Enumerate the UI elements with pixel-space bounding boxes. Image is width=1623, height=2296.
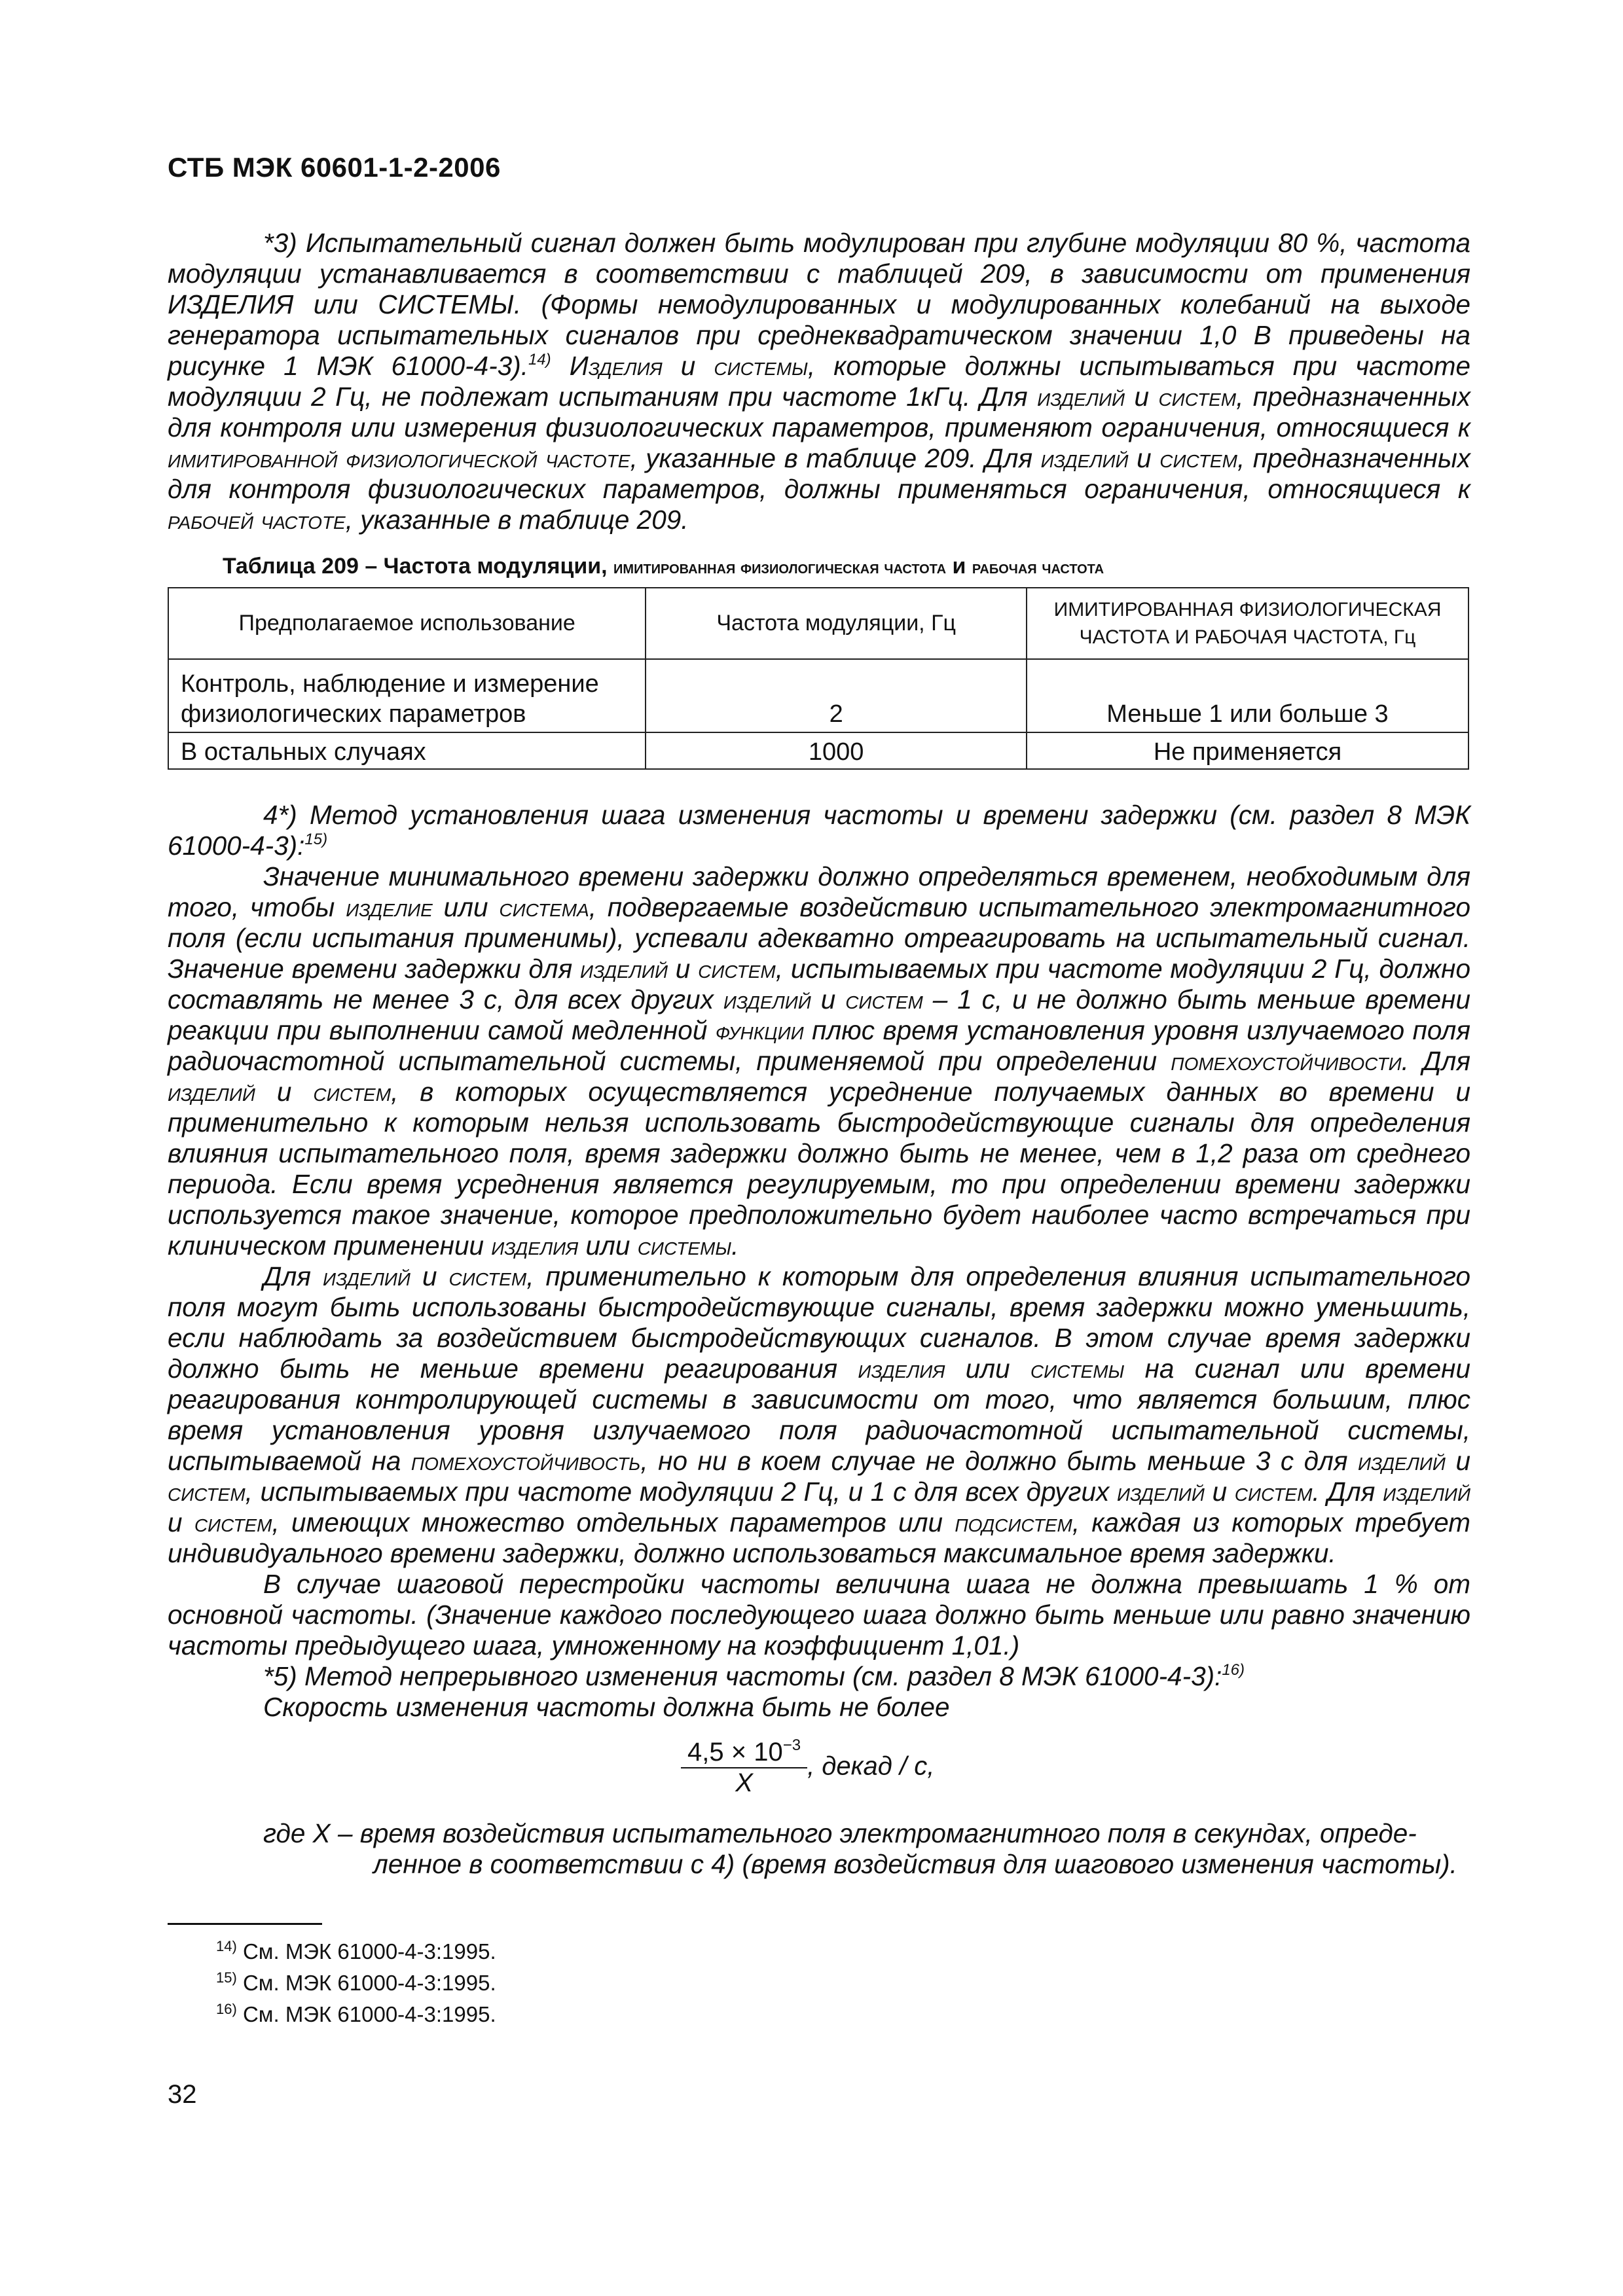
- term-smallcaps: систем: [845, 984, 923, 1014]
- text-run: и: [255, 1077, 314, 1107]
- table-cell: Меньше 1 или больше 3: [1027, 659, 1468, 732]
- footnote-text: См. МЭК 61000-4-3:1995.: [236, 1971, 496, 1995]
- text-run: на сигнал или времени реагирования контролирующей системы в зависимости от того, что является большим, плюс время установления уровня излучаемого поля радиочастотной испытательной системы, испытываемой на: [168, 1354, 1470, 1476]
- paragraph-4: [168, 800, 1470, 861]
- table-cell: 1000: [646, 732, 1027, 769]
- footnote: [216, 1936, 496, 1967]
- term-smallcaps: помехоустойчивости: [1171, 1046, 1402, 1076]
- term-smallcaps: систем: [168, 1477, 246, 1507]
- table-header-cell: ИМИТИРОВАННАЯ ФИЗИОЛОГИЧЕСКАЯ ЧАСТОТА И РАБОЧАЯ ЧАСТОТА, Гц: [1027, 588, 1468, 659]
- text-run: или: [432, 892, 500, 922]
- term-smallcaps: систем: [1158, 382, 1237, 412]
- text-run: и: [667, 954, 699, 984]
- rate-formula: [681, 1738, 934, 1798]
- text-run: , испытываемых при частоте модуляции 2 Гц, и 1 с для всех других: [245, 1477, 1117, 1507]
- footnote: [216, 1967, 496, 1999]
- paragraph-fast-signals: [168, 1261, 1470, 1569]
- term-smallcaps: рабочей частоте: [168, 505, 346, 535]
- formula-fraction: [681, 1738, 807, 1798]
- table-title-term: имитированная физиологическая частота: [613, 557, 947, 577]
- term-smallcaps: систем: [194, 1507, 272, 1537]
- formula-exponent: −3: [782, 1736, 801, 1754]
- footnote-ref-15: 15): [304, 831, 328, 848]
- term-smallcaps: систем: [313, 1077, 392, 1107]
- paragraph-step-size: В случае шаговой перестройки частоты величина шага не должна превышать 1 % от основной частоты. (Значение каждого последующего шага должно быть меньше или равно значению частоты предыдущего шага, умноженному на коэффициент 1,01.): [168, 1569, 1470, 1660]
- footnotes: [216, 1936, 496, 2030]
- formula-numerator-base: 4,5 × 10: [687, 1738, 783, 1767]
- term-smallcaps: помехоустойчивость: [410, 1446, 641, 1476]
- text-run: , каждая из которых требует индивидуального времени задержки, должно использоваться максимальное время задержки.: [168, 1507, 1470, 1568]
- term-smallcaps: системы: [714, 351, 808, 381]
- text-run: *5) Метод непрерывного изменения частоты (см. раздел 8 МЭК 61000-4-3):: [263, 1661, 1222, 1691]
- term-smallcaps: изделий: [168, 1077, 255, 1107]
- text-run: , применительно к которым для определения влияния испытательного поля могут быть использованы быстродействующие сигналы, время задержки можно уменьшить, если наблюдать за воздействием быстродействующих сигналов. В этом случае время задержки должно быть не меньше времени реагирования: [168, 1261, 1470, 1384]
- document-code-header: СТБ МЭК 60601-1-2-2006: [168, 152, 501, 183]
- table-header-row: [168, 588, 1468, 659]
- text-run: или: [945, 1354, 1030, 1384]
- term-smallcaps: Изделия: [569, 351, 663, 381]
- paragraph-5: [168, 1661, 1470, 1692]
- where-line: ленное в соответствии с 4) (время воздействия для шагового изменения частоты).: [373, 1849, 1457, 1879]
- text-run: , предназначенных для контроля физиологических параметров, должны применяться ограничения, относящиеся к: [168, 443, 1470, 504]
- text-run: , указанные в таблице 209. Для: [630, 443, 1041, 473]
- term-smallcaps: изделий: [1358, 1446, 1446, 1476]
- term-smallcaps: систем: [698, 954, 776, 984]
- term-smallcaps: имитированной физиологической частоте: [168, 443, 630, 473]
- term-smallcaps: функции: [715, 1015, 804, 1045]
- table-title-term: рабочая частота: [972, 557, 1104, 577]
- text-run: или: [293, 289, 378, 319]
- text-run: Значение минимального времени задержки должно определяться временем, необходимым для того, чтобы: [168, 861, 1470, 922]
- text-run: 4*) Метод установления шага изменения частоты и времени задержки (см. раздел 8 МЭК 61000-4-3):: [168, 800, 1470, 861]
- term-smallcaps: изделий: [1040, 443, 1129, 473]
- paragraph-rate: Скорость изменения частоты должна быть не более: [263, 1692, 950, 1722]
- text-run: – 1 с, и не должно быть меньше времени реакции при выполнении самой медленной: [168, 984, 1470, 1045]
- text-run: или: [578, 1230, 638, 1261]
- term-smallcaps: ИЗДЕЛИЯ: [168, 289, 294, 319]
- term-smallcaps: изделий: [580, 954, 668, 984]
- paragraphs-delay-time: [168, 800, 1470, 1723]
- term-smallcaps: изделий: [1037, 382, 1125, 412]
- table-row: [168, 659, 1468, 732]
- term-smallcaps: систем: [1159, 443, 1237, 473]
- text-run: и: [168, 1507, 194, 1537]
- table-cell: Не применяется: [1027, 732, 1468, 769]
- footnote-divider: [168, 1923, 322, 1925]
- footnote-text: См. МЭК 61000-4-3:1995.: [236, 2002, 496, 2026]
- term-smallcaps: систем: [1234, 1477, 1313, 1507]
- where-line: где X – время воздействия испытательного электромагнитного поля в секундах, опреде-: [263, 1818, 1417, 1848]
- footnote-text: См. МЭК 61000-4-3:1995.: [236, 1939, 496, 1964]
- footnote: [216, 1999, 496, 2030]
- text-run: . Для: [1401, 1046, 1470, 1076]
- table-title-main: Таблица 209 – Частота модуляции,: [223, 554, 614, 579]
- text-run: , указанные в таблице 209.: [345, 505, 689, 535]
- formula-unit: , декад / с,: [807, 1751, 935, 1781]
- text-run: и: [811, 984, 846, 1014]
- text-run: Для: [263, 1261, 323, 1291]
- paragraph-min-delay: [168, 861, 1470, 1261]
- table-cell: В остальных случаях: [168, 732, 646, 769]
- text-run: [551, 351, 570, 381]
- footnote-number: 15): [216, 1969, 237, 1986]
- text-run: , имеющих множество отдельных параметров или: [272, 1507, 955, 1537]
- table-title-and: и: [946, 554, 972, 579]
- term-smallcaps: системы: [1030, 1354, 1125, 1384]
- footnote-ref-14: 14): [528, 351, 551, 368]
- text-run: и: [1445, 1446, 1470, 1476]
- term-smallcaps: изделия: [491, 1230, 579, 1261]
- text-run: и: [1125, 382, 1159, 412]
- table-209-title: [223, 554, 1104, 579]
- text-run: , подвергаемые воздействию испытательного электромагнитного поля (если испытания применимы), успевали адекватно отреагировать на испытательный сигнал. Значение времени задержки для: [168, 892, 1470, 984]
- term-smallcaps: изделие: [346, 892, 433, 922]
- text-run: , в которых осуществляется усреднение получаемых данных во времени и применительно к которым нельзя использовать быстродействующие сигналы для определения влияния испытательного поля, время задержки должно быть не менее, чем в 1,2 раза от среднего периода. Если время усреднения является регулируемым, то при определении времени задержки используется такое значение, которое предположительно будет наиболее часто встречаться при клиническом применении: [168, 1077, 1471, 1261]
- table-header-cell: Предполагаемое использование: [168, 588, 646, 659]
- text-run: , которые должны испытываться при частоте модуляции 2 Гц, не подлежат испытаниям при частоте 1кГц. Для: [168, 351, 1470, 412]
- table-header-cell: Частота модуляции, Гц: [646, 588, 1027, 659]
- paragraph-test-signal: [168, 228, 1470, 535]
- table-209: [168, 587, 1469, 770]
- text-run: , испытываемых при частоте модуляции 2 Гц, должно составлять не менее 3 с, для всех других: [168, 954, 1470, 1014]
- text-run: и: [410, 1261, 449, 1291]
- paragraph-3: [168, 228, 1470, 535]
- term-smallcaps: системы: [637, 1230, 732, 1261]
- text-run: , предназначенных для контроля или измерения физиологических параметров, применяют ограничения, относящиеся к: [168, 382, 1471, 442]
- text-run: *3) Испытательный сигнал должен быть модулирован при глубине модуляции 80 %, частота модуляции устанавливается в соответствии с таблицей 209, в зависимости от применения: [168, 228, 1470, 289]
- term-smallcaps: изделий: [1383, 1477, 1470, 1507]
- term-smallcaps: изделия: [858, 1354, 945, 1384]
- term-smallcaps: подсистем: [955, 1507, 1072, 1537]
- table-cell: Контроль, наблюдение и измерение физиологических параметров: [168, 659, 646, 732]
- formula-numerator: [681, 1738, 807, 1768]
- text-run: . (Формы немодулированных и модулированных колебаний на выходе генератора испытательных сигналов при среднеквадратическом значении 1,0 В приведены на рисунке 1 МЭК 61000-4-3).: [168, 289, 1470, 381]
- page-number: 32: [168, 2080, 197, 2109]
- table-cell: 2: [646, 659, 1027, 732]
- term-smallcaps: систем: [448, 1261, 527, 1291]
- formula-denominator: X: [735, 1768, 753, 1797]
- footnote-ref-16: 16): [1222, 1661, 1245, 1679]
- term-smallcaps: СИСТЕМЫ: [378, 289, 514, 319]
- term-smallcaps: изделий: [323, 1261, 410, 1291]
- term-smallcaps: изделий: [723, 984, 811, 1014]
- text-run: плюс время установления уровня излучаемого поля радиочастотной испытательной системы, применяемой при определении: [168, 1015, 1470, 1076]
- text-run: и: [1204, 1477, 1235, 1507]
- footnote-number: 14): [216, 1938, 237, 1954]
- text-run: , но ни в коем случае не должно быть меньше 3 с для: [640, 1446, 1359, 1476]
- term-smallcaps: изделий: [1116, 1477, 1205, 1507]
- footnote-number: 16): [216, 2001, 237, 2017]
- text-run: и: [1128, 443, 1160, 473]
- term-smallcaps: система: [499, 892, 589, 922]
- text-run: .: [731, 1230, 739, 1261]
- formula-where-clause: [263, 1818, 1470, 1880]
- text-run: и: [662, 351, 714, 381]
- table-row: [168, 732, 1468, 769]
- text-run: . Для: [1312, 1477, 1383, 1507]
